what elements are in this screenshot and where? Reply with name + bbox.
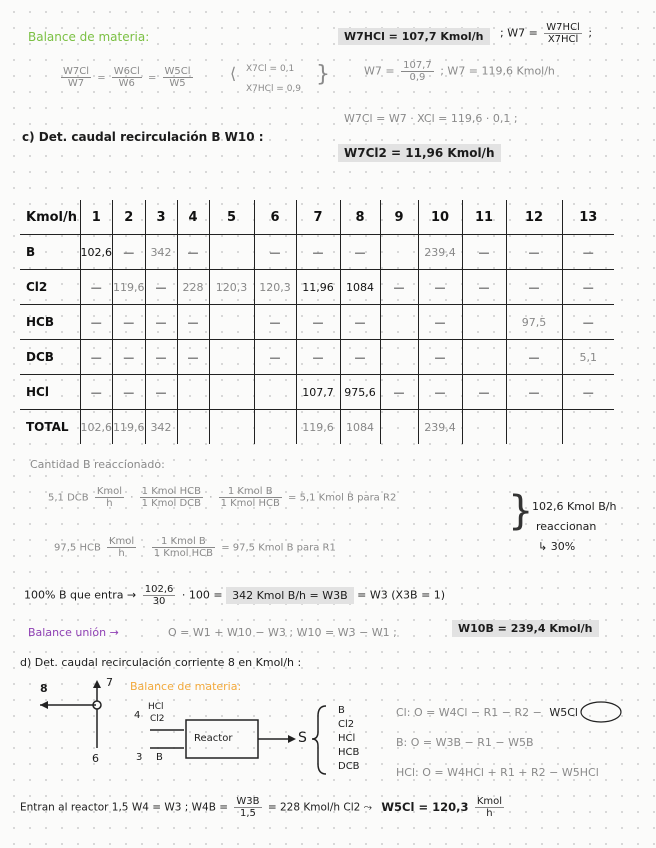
table-cell: — [418, 340, 462, 375]
table-row-label: Cl2 [20, 270, 80, 305]
table-cell: — [340, 235, 380, 270]
section-d-title: d) Det. caudal recirculación corriente 8 en Kmol/h : [20, 656, 302, 669]
table-stream-header: 12 [506, 200, 562, 235]
w7-formula: ; W7 = $\frac{\text{W7HCl}}{\text{X7HCl}}$ ; [500, 22, 593, 45]
table-cell: — [340, 340, 380, 375]
b-balance: B: O = W3B − R1 − W5B [396, 736, 534, 749]
table-cell: — [145, 305, 177, 340]
table-cell: 102,6 [80, 235, 113, 270]
highlight-w7hcl: W7HCl = 107,7 Kmol/h [338, 28, 490, 45]
stream-8-label: 8 [40, 682, 48, 695]
table-cell: — [113, 235, 146, 270]
table-cell: — [80, 340, 113, 375]
outputs-list: B Cl2 HCl HCB DCB [338, 705, 360, 772]
stream-4-label: 4 [134, 710, 141, 721]
table-cell: — [254, 340, 296, 375]
section-c-title: c) Det. caudal recirculación B W10 : [22, 130, 264, 144]
table-row-label: TOTAL [20, 410, 80, 445]
table-row-label: B [20, 235, 80, 270]
stream-7-label: 7 [106, 676, 113, 689]
table-cell: 5,1 [579, 350, 597, 364]
table-cell: 342 [145, 410, 177, 445]
hcl-balance: HCl: O = W4HCl + R1 + R2 − W5HCl [396, 766, 599, 779]
w7cl-equation: W7Cl = W7 · XCl = 119,6 · 0,1 ; [344, 112, 518, 125]
table-cell: — [145, 340, 177, 375]
table-cell: 239,4 [418, 235, 462, 270]
reactor-label: Reactor [194, 733, 233, 744]
table-cell: — [113, 375, 146, 410]
table-cell: 119,6 [113, 410, 146, 445]
mass-balance-title: Balance de materia: [28, 30, 150, 44]
table-stream-header: 1 [80, 200, 113, 235]
table-cell: — [506, 375, 562, 410]
table-cell: 11,96 [296, 270, 340, 305]
table-cell: — [80, 375, 113, 410]
table-cell: 120,3 [209, 270, 254, 305]
table-cell: — [462, 270, 506, 305]
table-cell: — [506, 270, 562, 305]
table-cell: — [418, 305, 462, 340]
table-cell: 107,7 [296, 375, 340, 410]
table-cell: 120,3 [254, 270, 296, 305]
table-cell: — [296, 305, 340, 340]
table-cell: — [145, 375, 177, 410]
brace-note-2: reaccionan [536, 520, 597, 533]
table-stream-header: 7 [296, 200, 340, 235]
table-cell: — [296, 235, 340, 270]
brace-note-1: 102,6 Kmol B/h [532, 500, 617, 513]
table-cell: 102,6 [80, 410, 113, 445]
table-cell: — [80, 305, 113, 340]
highlight-w10b: W10B = 239,4 Kmol/h [452, 620, 599, 637]
table-cell: — [296, 340, 340, 375]
table-cell: — [462, 235, 506, 270]
reacted-line-2: 97,5 HCB $\frac{\text{Kmol}}{h}$ · $\frac{\text{1 Kmol B}}{\text{1 Kmol HCB}}$ = 97,5 Kmol B para R1 [54, 536, 336, 559]
table-cell: — [506, 340, 562, 375]
table-cell: 97,5 [506, 305, 562, 340]
table-stream-header: 6 [254, 200, 296, 235]
highlight-w7cl2: W7Cl2 = 11,96 Kmol/h [338, 144, 501, 162]
table-cell: — [177, 235, 209, 270]
stream-3-label: 3 [136, 752, 143, 763]
table-cell: — [506, 235, 562, 270]
stream-4-species-2: Cl2 [150, 714, 165, 724]
table-stream-header: 8 [340, 200, 380, 235]
table-cell: — [418, 375, 462, 410]
table-unit-header: Kmol/h [20, 200, 80, 235]
table-cell: — [418, 270, 462, 305]
table-cell: — [113, 340, 146, 375]
table-cell: — [380, 270, 418, 305]
condition-1: X7Cl = 0,1 [246, 64, 295, 74]
table-cell: — [582, 280, 594, 294]
table-cell: — [177, 340, 209, 375]
table-cell: 239,4 [418, 410, 462, 445]
table-cell: — [254, 235, 296, 270]
table-cell: — [113, 305, 146, 340]
ratio-equation: $\frac{W7Cl}{W7}$ = $\frac{W6Cl}{W6}$ = $\frac{W5Cl}{W5}$ [63, 66, 191, 89]
table-cell: 1084 [340, 410, 380, 445]
table-stream-header: 2 [113, 200, 146, 235]
stream-5-label: S [298, 730, 307, 746]
stream-6-label: 6 [92, 752, 99, 765]
right-brace: } [508, 488, 534, 534]
table-stream-header: 11 [462, 200, 506, 235]
closing-brace: } [316, 62, 330, 87]
table-cell: — [380, 375, 418, 410]
table-stream-header: 5 [209, 200, 254, 235]
table-row-label: DCB [20, 340, 80, 375]
table-cell: — [145, 270, 177, 305]
table-cell: — [462, 375, 506, 410]
reacted-title: Cantidad B reaccionado: [30, 458, 165, 471]
reacted-line-1: 5,1 DCB $\frac{\text{Kmol}}{h}$ · $\frac{\text{1 Kmol HCB}}{\text{1 Kmol DCB}}$ · $\frac{\text{1 Kmol B}}{\text{1 Kmol HCB}}$ = 5,1 Kmol B para R2 [48, 486, 397, 509]
angle-bracket: ⟨ [230, 64, 237, 83]
stream-4-species-1: HCl [148, 702, 164, 712]
table-cell: 119,6 [296, 410, 340, 445]
table-row-label: HCB [20, 305, 80, 340]
table-cell: 975,6 [340, 375, 380, 410]
table-stream-header: 13 [579, 209, 598, 225]
table-stream-header: 9 [380, 200, 418, 235]
table-cell: — [582, 385, 594, 399]
condition-2: X7HCl = 0,9 [246, 84, 302, 94]
table-cell: — [582, 245, 594, 259]
table-cell: 119,6 [113, 270, 146, 305]
table-row-label: HCl [20, 375, 80, 410]
union-equation: O = W1 + W10 − W3 ; W10 = W3 − W1 ; [168, 626, 397, 639]
diagram-mass-balance-title: Balance de materia: [130, 680, 242, 693]
table-cell: 228 [177, 270, 209, 305]
w7-calc: W7 = $\frac{107,7}{0,9}$ ; W7 = 119,6 Kmol/h [364, 60, 555, 83]
table-cell: — [177, 305, 209, 340]
table-stream-header: 3 [145, 200, 177, 235]
hundred-percent-line: 100% B que entra → $\frac{102,6}{30}$ · 100 = 342 Kmol B/h = W3B = W3 (X3B = 1) [24, 584, 446, 607]
stream-3-species: B [156, 752, 163, 763]
union-label: Balance unión → [28, 626, 119, 639]
bottom-line: Entran al reactor 1,5 W4 = W3 ; W4B = $\frac{W3B}{1,5}$ = 228 Kmol/h Cl2 ⤳ W5Cl = 120,3 $\frac{\text{Kmol}}{h}$ [20, 796, 503, 819]
table-cell: — [582, 315, 594, 329]
table-stream-header: 4 [177, 200, 209, 235]
table-cell: — [254, 305, 296, 340]
table-cell: 1084 [340, 270, 380, 305]
table-cell: — [80, 270, 113, 305]
table-stream-header: 10 [418, 200, 462, 235]
table-cell: — [340, 305, 380, 340]
brace-note-3: ↳ 30% [538, 540, 576, 553]
cl-balance: Cl: O = W4Cl − R1 − R2 − W5Cl [396, 706, 578, 719]
table-cell: 342 [145, 235, 177, 270]
